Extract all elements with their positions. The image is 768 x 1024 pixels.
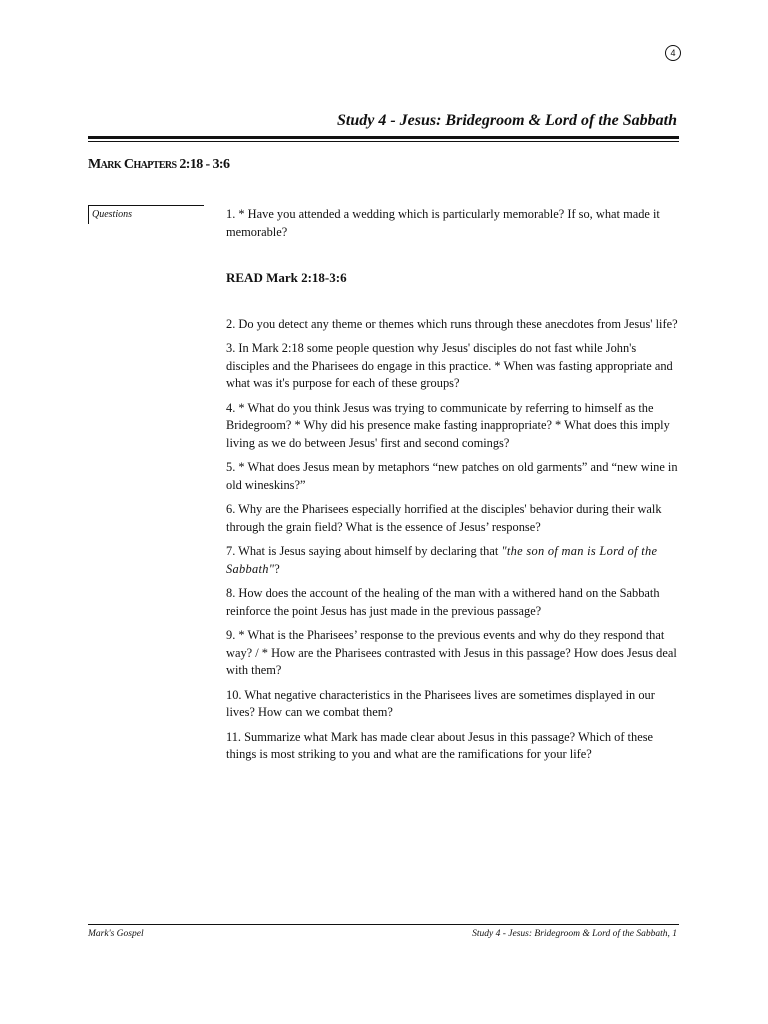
- read-heading: READ Mark 2:18-3:6: [226, 270, 347, 285]
- question-10: 10. What negative characteristics in the Pharisees lives are sometimes displayed in our lives? How can we combat them?: [226, 687, 655, 719]
- question-7-suffix: ?: [274, 561, 280, 576]
- questions-list: [226, 206, 681, 771]
- page-number-badge: 4: [665, 45, 681, 61]
- question-7: [226, 543, 681, 578]
- question-1: 1. * Have you attended a wedding which is particularly memorable? If so, what made it memorable?: [226, 207, 660, 239]
- question-9: 9. * What is the Pharisees’ response to the previous events and why do they respond that way? / * How are the Pharisees contrasted with Jesus in this passage? How does Jesus deal with them?: [226, 628, 677, 677]
- question-3: 3. In Mark 2:18 some people question why Jesus' disciples do not fast while John's disciples and the Pharisees do engage in this practice. * When was fasting appropriate and what was it's purpose for each of these groups?: [226, 341, 673, 390]
- questions-sidebar-box: [88, 205, 204, 224]
- question-7-quote: "the son of man is Lord of the Sabbath": [226, 544, 658, 576]
- question-5: 5. * What does Jesus mean by metaphors “new patches on old garments” and “new wine in old wineskins?”: [226, 460, 678, 492]
- chapter-heading: [88, 157, 229, 173]
- questions-sidebar-label: Questions: [92, 209, 132, 220]
- question-11: 11. Summarize what Mark has made clear about Jesus in this passage? Which of these things is most striking to you and what are the ramifications for your life?: [226, 729, 654, 761]
- title-rule-thin: [88, 141, 679, 142]
- chapter-reference: 2:18 - 3:6: [179, 157, 230, 172]
- question-4: 4. * What do you think Jesus was trying to communicate by referring to himself as the Bridegroom? * Why did his presence make fasting inappropriate? * What does this imply living as we do between Jesus' first and second comings?: [226, 400, 670, 450]
- chapter-caps-text: Mark Chapters: [88, 157, 177, 172]
- question-6: 6. Why are the Pharisees especially horrified at the disciples' behavior during their walk through the grain field? What is the essence of Jesus’ response?: [226, 502, 662, 534]
- question-8: 8. How does the account of the healing of the man with a withered hand on the Sabbath reinforce the point Jesus has just made in the previous passage?: [226, 586, 660, 618]
- footer-left-text: Mark's Gospel: [88, 929, 144, 939]
- question-2: 2. Do you detect any theme or themes which runs through these anecdotes from Jesus' life?: [226, 316, 678, 331]
- footer-rule: [88, 924, 679, 925]
- title-rule-thick: [88, 136, 679, 139]
- question-7-prefix: 7. What is Jesus saying about himself by declaring that: [226, 544, 502, 558]
- page-title: Study 4 - Jesus: Bridegroom & Lord of the Sabbath: [336, 112, 677, 129]
- footer-right-text: Study 4 - Jesus: Bridegroom & Lord of the Sabbath, 1: [472, 929, 677, 939]
